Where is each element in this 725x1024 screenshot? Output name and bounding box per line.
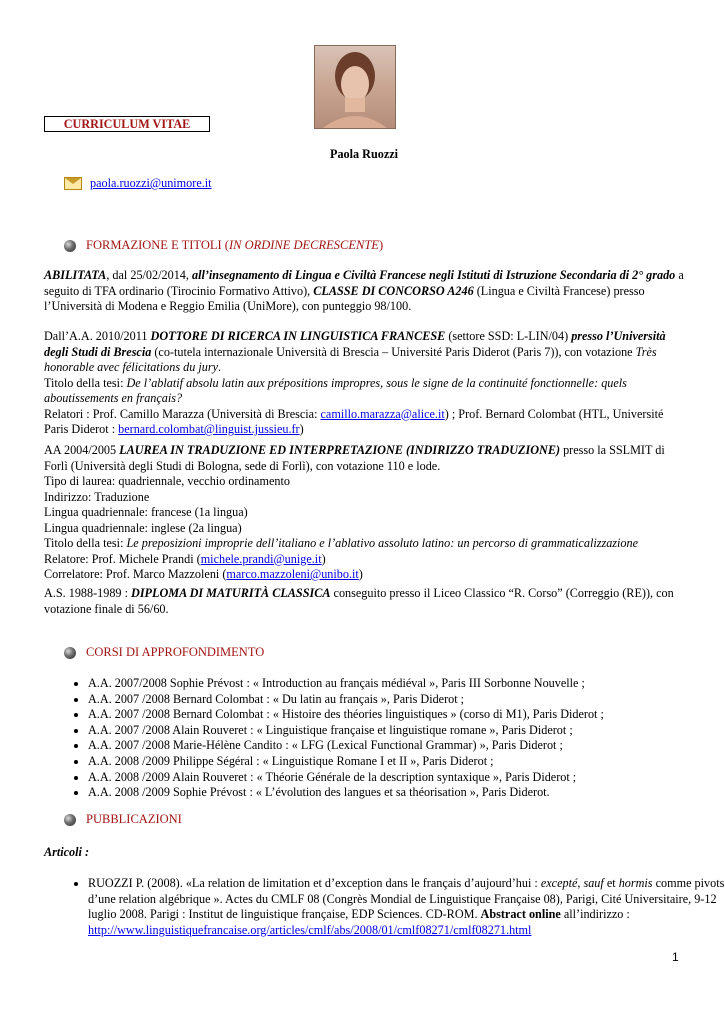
article-url-link[interactable]: http://www.linguistiquefrancaise.org/articles/cmlf/abs/2008/01/cmlf08271/cmlf08271.html: [88, 922, 532, 937]
abilitata-paragraph: ABILITATA, dal 25/02/2014, all’insegnamento di Lingua e Civiltà Francese negli Istituti di Istruzione Secondaria di 2° grado a seguito di TFA ordinario (Tirocinio Formativo Attivo), CLASSE DI CONCORSO A246 (Lingua e Civiltà Francese) presso l’Università di Modena e Reggio Emilia (UniMore), con punteggio 98/100.: [44, 268, 684, 313]
email-link[interactable]: paola.ruozzi@unimore.it: [90, 176, 212, 190]
prandi-email-link[interactable]: michele.prandi@unige.it: [200, 551, 322, 566]
person-name: Paola Ruozzi: [330, 147, 399, 161]
list-item: • RUOZZI P. (2008). «La relation de limitation et d’exception dans le français d’aujourd’hui : excepté, sauf et hormis comme pivots d’une relation algébrique ». Actes du CMLF 08 (Congrès Mondial de Linguistique Française 08), Parigi, Cité Universitaire, 9-12 luglio 2008. Parigi : Institut de linguistique française, EDP Sciences. CD-ROM. Abstract online all’indirizzo : http://www.linguistiquefrancaise.org/articles/cmlf/abs/2008/01/cmlf08271/cmlf08271.html: [88, 876, 725, 938]
articoli-label: Articoli :: [44, 845, 90, 859]
list-item: • A.A. 2008 /2009 Philippe Ségéral : « Linguistique Romane I et II », Paris Diderot ;: [88, 754, 688, 770]
mazzoleni-email-link[interactable]: marco.mazzoleni@unibo.it: [226, 567, 359, 581]
list-item: • A.A. 2007/2008 Sophie Prévost : « Introduction au français médiéval », Paris III Sorbonne Nouvelle ;: [88, 676, 688, 692]
portrait-photo: [314, 45, 396, 129]
sphere-bullet-icon: [64, 240, 76, 252]
email-row: [64, 176, 212, 191]
section-pubblicazioni-heading: PUBBLICAZIONI: [64, 812, 182, 827]
corsi-list: [44, 676, 688, 801]
list-item: • A.A. 2008 /2009 Sophie Prévost : « L’évolution des langues et sa théorisation », Paris Diderot.: [88, 785, 688, 801]
laurea-paragraph: AA 2004/2005 LAUREA IN TRADUZIONE ED INTERPRETAZIONE (INDIRIZZO TRADUZIONE) presso la SSLMIT di Forlì (Università degli Studi di Bologna, sede di Forlì), con votazione 110 e lode. Tipo di laurea: quadriennale, vecchio ordinamento Indirizzo: Traduzione Lingua quadriennale: francese (1a lingua) Lingua quadriennale: inglese (2a lingua) Titolo della tesi: Le preposizioni improprie dell’italiano e l’ablativo assoluto latino: un percorso di grammaticalizzazione Relatore: Prof. Michele Prandi (michele.prandi@unige.it) Correlatore: Prof. Marco Mazzoleni (marco.mazzoleni@unibo.it): [44, 443, 665, 581]
sphere-bullet-icon: [64, 814, 76, 826]
page-number: 1: [672, 950, 679, 964]
list-item: • A.A. 2007 /2008 Bernard Colombat : « Du latin au français », Paris Diderot ;: [88, 692, 688, 708]
maturita-paragraph: A.S. 1988-1989 : DIPLOMA DI MATURITÀ CLASSICA conseguito presso il Liceo Classico “R. Corso” (Correggio (RE)), con votazione finale di 56/60.: [44, 586, 674, 616]
articoli-list: [44, 876, 725, 938]
list-item: • A.A. 2007 /2008 Bernard Colombat : « Histoire des théories linguistiques » (corso di M1), Paris Diderot ;: [88, 707, 688, 723]
cv-title-box: CURRICULUM VITAE: [44, 116, 210, 132]
dottorato-paragraph: Dall’A.A. 2010/2011 DOTTORE DI RICERCA IN LINGUISTICA FRANCESE (settore SSD: L-LIN/04) presso l’Università degli Studi di Brescia (co-tutela internazionale Università di Brescia – Université Paris Diderot (Paris 7)), con votazione Très honorable avec félicitations du jury. Titolo della tesi: De l’ablatif absolu latin aux prépositions impropres, sous le signe de la continuité fonctionnelle: quels aboutissements en français? Relatori : Prof. Camillo Marazza (Università di Brescia: camillo.marazza@alice.it) ; Prof. Bernard Colombat (HTL, Université Paris Diderot : bernard.colombat@linguist.jussieu.fr): [44, 329, 666, 436]
list-item: • A.A. 2008 /2009 Alain Rouveret : « Théorie Générale de la description syntaxique », Paris Diderot ;: [88, 770, 688, 786]
marazza-email-link[interactable]: camillo.marazza@alice.it: [320, 406, 445, 421]
sphere-bullet-icon: [64, 647, 76, 659]
list-item: • A.A. 2007 /2008 Alain Rouveret : « Linguistique française et linguistique romane », Paris Diderot ;: [88, 723, 688, 739]
list-item: • A.A. 2007 /2008 Marie-Hélène Candito : « LFG (Lexical Functional Grammar) », Paris Diderot ;: [88, 738, 688, 754]
section-corsi-heading: CORSI DI APPROFONDIMENTO: [64, 645, 264, 660]
envelope-icon: [64, 177, 82, 190]
section-formazione-heading: FORMAZIONE E TITOLI (IN ORDINE DECRESCENTE): [64, 238, 383, 253]
colombat-email-link[interactable]: bernard.colombat@linguist.jussieu.fr: [118, 422, 300, 436]
